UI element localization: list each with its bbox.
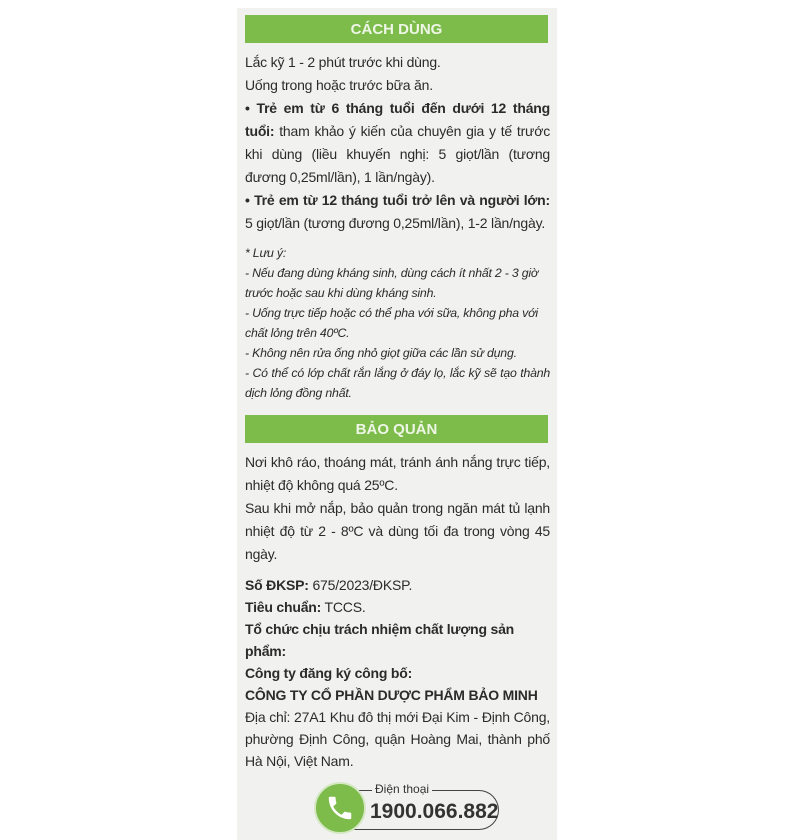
storage-section [245, 451, 550, 566]
company-label-text: Công ty đăng ký công bố: [245, 665, 413, 681]
usage-section [245, 51, 550, 235]
note-item: - Có thể có lớp chất rắn lắng ở đáy lọ, lắc kỹ sẽ tạo thành dịch lỏng đồng nhất. [245, 366, 550, 400]
standard-value: TCCS. [324, 599, 366, 615]
notes-section [245, 243, 550, 403]
storage-header: BẢO QUẢN [245, 415, 548, 443]
address: Địa chỉ: 27A1 Khu đô thị mới Đại Kim - Định Công, phường Định Công, quận Hoàng Mai, thành phố Hà Nội, Việt Nam. [245, 709, 550, 769]
registration [245, 574, 550, 596]
note-item: - Nếu đang dùng kháng sinh, dùng cách ít nhất 2 - 3 giờ trước hoặc sau khi dùng kháng sinh. [245, 266, 539, 300]
usage-header: CÁCH DÙNG [245, 15, 548, 43]
bullet: • [245, 192, 250, 208]
info-section [245, 574, 550, 772]
standard-label: Tiêu chuẩn: [245, 599, 322, 615]
registration-label: Số ĐKSP: [245, 577, 309, 593]
storage-line: Sau khi mở nắp, bảo quản trong ngăn mát tủ lạnh nhiệt độ từ 2 - 8ºC và dùng tối đa trong vòng 45 ngày. [245, 500, 550, 562]
phone-number: 1900.066.882 [370, 800, 499, 823]
registration-value: 675/2023/ĐKSP. [312, 577, 413, 593]
storage-line: Nơi khô ráo, thoáng mát, tránh ánh nắng trực tiếp, nhiệt độ không quá 25ºC. [245, 454, 550, 493]
usage-line: Uống trong hoặc trước bữa ăn. [245, 77, 433, 93]
company-name-text: CÔNG TY CỔ PHẦN DƯỢC PHẨM BẢO MINH [245, 687, 538, 703]
product-label-panel [237, 8, 557, 840]
note-item: - Không nên rửa ống nhỏ giọt giữa các lần sử dụng. [245, 346, 517, 360]
bullet: • [245, 100, 250, 116]
dose-infant-label: Trẻ em từ 6 tháng tuổi đến dưới 12 tháng tuổi: [245, 100, 550, 139]
note-item: - Uống trực tiếp hoặc có thể pha với sữa, không pha với chất lỏng trên 40ºC. [245, 306, 538, 340]
phone-icon [314, 782, 366, 834]
standard [245, 596, 550, 618]
dose-adult-label: Trẻ em từ 12 tháng tuổi trở lên và người lớn: [254, 192, 550, 208]
responsible-org-label: Tổ chức chịu trách nhiệm chất lượng sản phẩm: [245, 621, 515, 659]
phone-label: Điện thoại [372, 782, 432, 796]
dose-adult-text: 5 giọt/lần (tương đương 0,25ml/lần), 1-2 lần/ngày. [245, 215, 546, 231]
company-label [245, 662, 550, 684]
usage-line: Lắc kỹ 1 - 2 phút trước khi dùng. [245, 54, 441, 70]
responsible-org [245, 618, 550, 662]
notes-title: * Lưu ý: [245, 246, 287, 260]
company-name [245, 684, 550, 706]
phone-badge [314, 782, 514, 832]
dose-infant-text: tham khảo ý kiến của chuyên gia y tế trước khi dùng (liều khuyến nghị: 5 giọt/lần (tương đương 0,25ml/lần), 1 lần/ngày). [245, 123, 551, 185]
dose-adult [245, 189, 550, 235]
dose-infant [245, 97, 550, 189]
